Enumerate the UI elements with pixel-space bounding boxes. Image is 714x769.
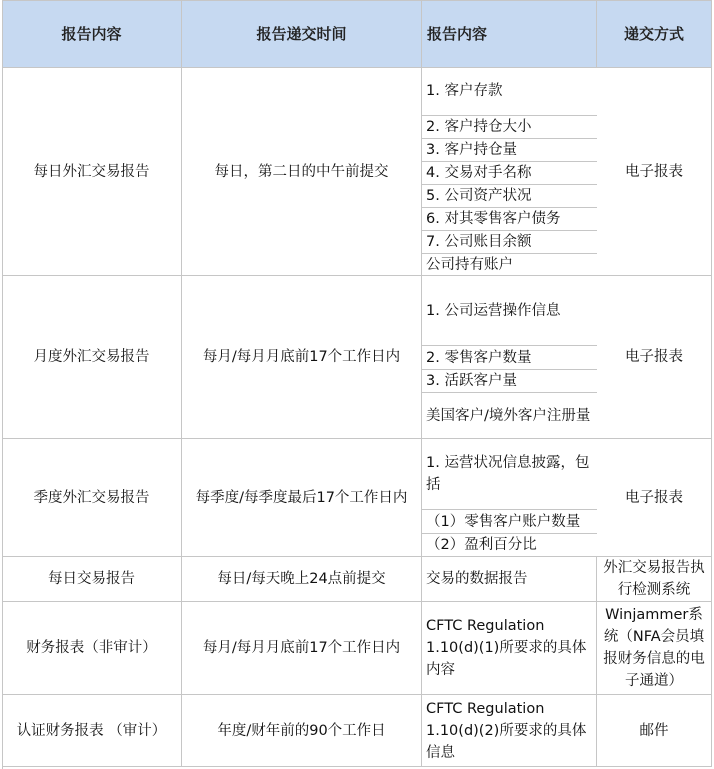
list-item: 2. 客户持仓大小 xyxy=(422,116,597,139)
row-monthly-fx-name: 月度外汇交易报告 xyxy=(2,276,182,439)
row-daily-trade-method: 外汇交易报告执行检测系统 xyxy=(597,557,712,602)
list-item: 2. 零售客户数量 xyxy=(422,346,597,370)
row-quarterly-fx-name: 季度外汇交易报告 xyxy=(2,439,182,557)
row-financial-audited-name: 认证财务报表 （审计） xyxy=(2,695,182,767)
row-daily-trade-content: 交易的数据报告 xyxy=(422,557,597,602)
row-financial-audited-content: CFTC Regulation 1.10(d)(2)所要求的具体信息 xyxy=(422,695,597,767)
row-daily-fx-time: 每日，第二日的中午前提交 xyxy=(182,68,422,276)
list-item: 1. 公司运营操作信息 xyxy=(422,276,597,346)
row-financial-audited-method: 邮件 xyxy=(597,695,712,767)
list-item: 美国客户/境外客户注册量 xyxy=(422,393,597,439)
row-quarterly-fx-time: 每季度/每季度最后17个工作日内 xyxy=(182,439,422,557)
list-item: 5. 公司资产状况 xyxy=(422,185,597,208)
list-item: 7. 公司账目余额 xyxy=(422,231,597,254)
row-daily-fx-name: 每日外汇交易报告 xyxy=(2,68,182,276)
row-monthly-fx-method: 电子报表 xyxy=(597,276,712,439)
header-report-content-2: 报告内容 xyxy=(422,0,597,68)
row-daily-trade-name: 每日交易报告 xyxy=(2,557,182,602)
list-item: 6. 对其零售客户债务 xyxy=(422,208,597,231)
list-item: 1. 客户存款 xyxy=(422,68,597,116)
row-monthly-fx-time: 每月/每月月底前17个工作日内 xyxy=(182,276,422,439)
row-quarterly-fx-method: 电子报表 xyxy=(597,439,712,557)
list-item: 3. 活跃客户量 xyxy=(422,370,597,393)
header-submission-time: 报告递交时间 xyxy=(182,0,422,68)
list-item: 4. 交易对手名称 xyxy=(422,162,597,185)
row-daily-trade-time: 每日/每天晚上24点前提交 xyxy=(182,557,422,602)
list-item: （1）零售客户账户数量 xyxy=(422,510,597,534)
row-financial-unaudited-name: 财务报表（非审计） xyxy=(2,602,182,695)
list-item: 3. 客户持仓量 xyxy=(422,139,597,162)
row-daily-fx-method: 电子报表 xyxy=(597,68,712,276)
row-financial-unaudited-method: Winjammer系统（NFA会员填报财务信息的电子通道） xyxy=(597,602,712,695)
list-item: 公司持有账户 xyxy=(422,254,597,276)
header-report-content: 报告内容 xyxy=(2,0,182,68)
report-table xyxy=(2,0,712,769)
row-financial-unaudited-content: CFTC Regulation 1.10(d)(1)所要求的具体内容 xyxy=(422,602,597,695)
list-item: （2）盈利百分比 xyxy=(422,534,597,557)
row-financial-audited-time: 年度/财年前的90个工作日 xyxy=(182,695,422,767)
header-submission-method: 递交方式 xyxy=(597,0,712,68)
list-item: 1. 运营状况信息披露，包括 xyxy=(422,439,597,510)
row-financial-unaudited-time: 每月/每月月底前17个工作日内 xyxy=(182,602,422,695)
